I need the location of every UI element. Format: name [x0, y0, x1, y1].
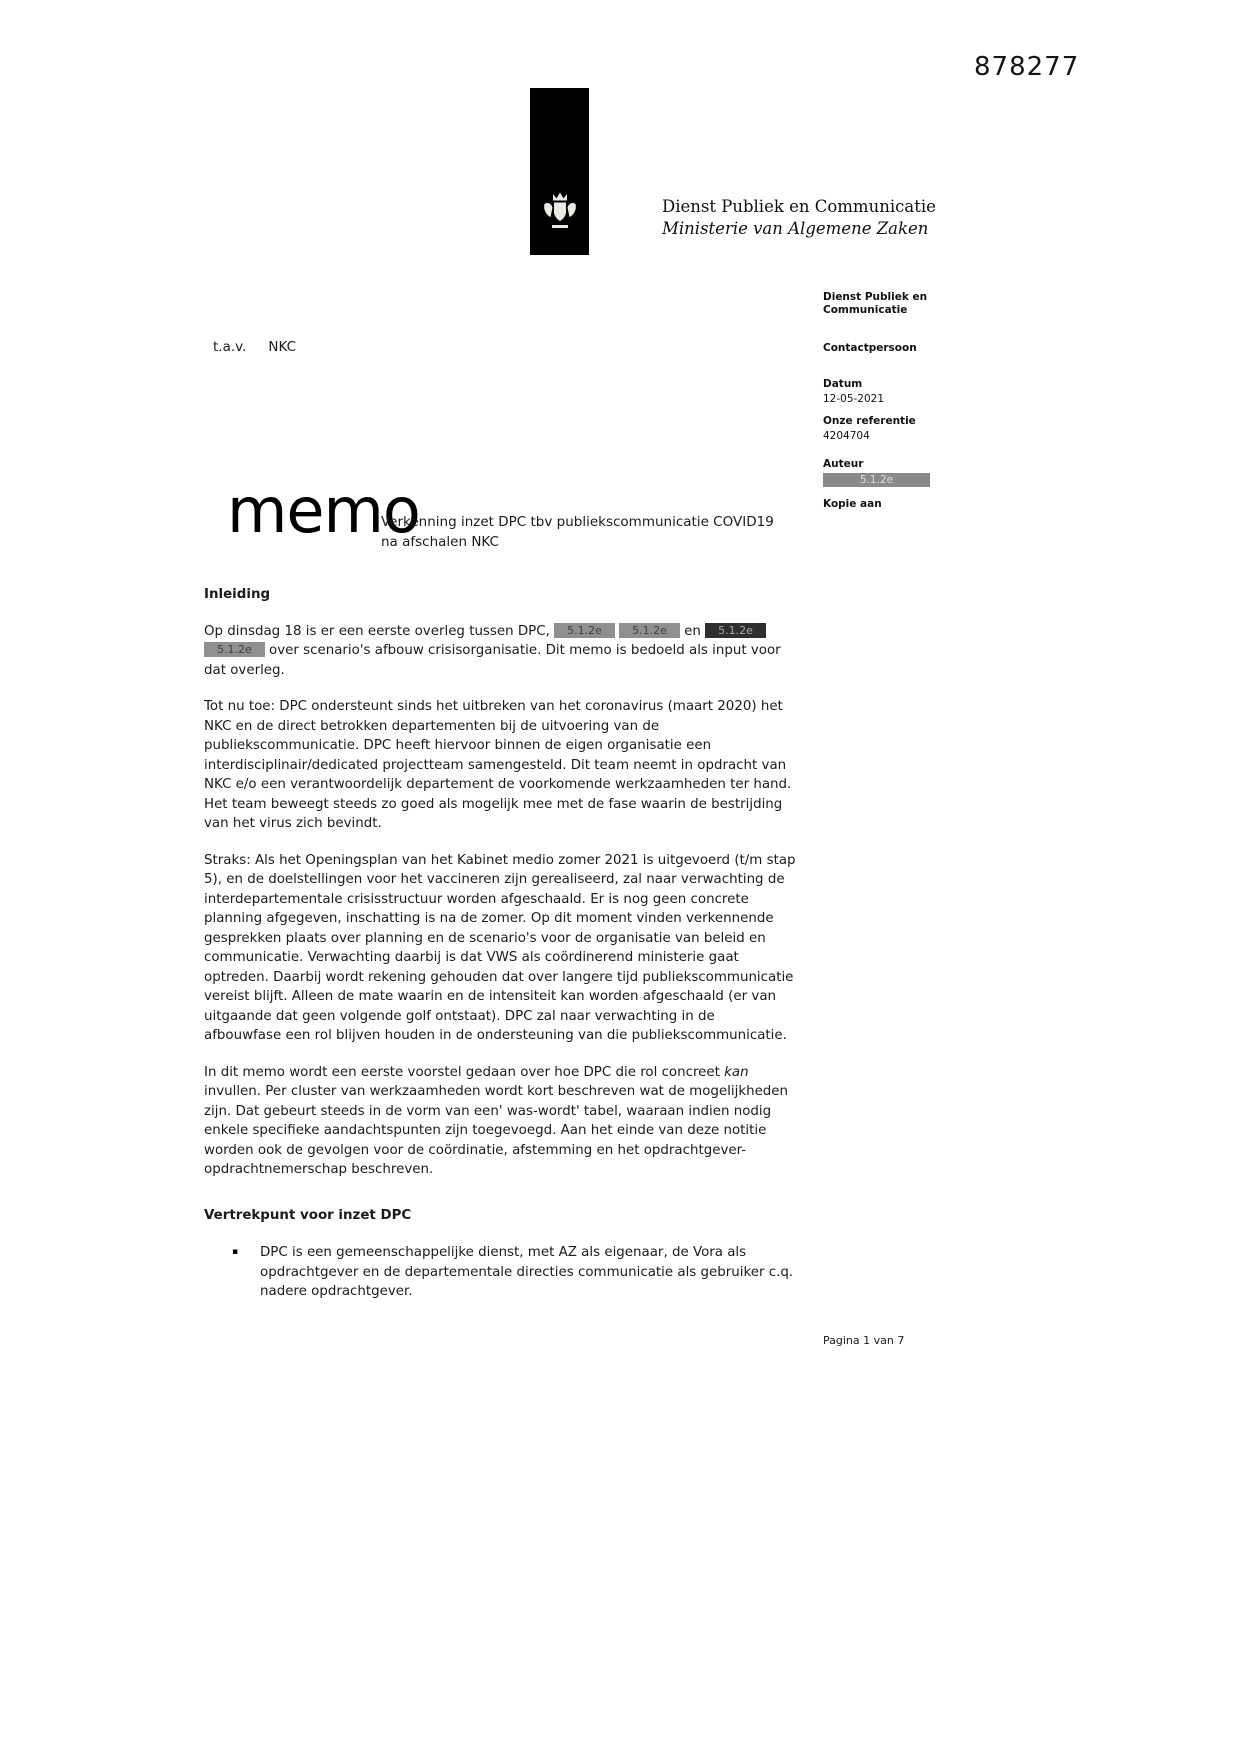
sidebar-reference-value: 4204704 [823, 430, 870, 442]
sidebar-contact-label: Contactpersoon [823, 342, 917, 354]
memo-wordmark: memo [227, 474, 420, 547]
paragraph-voorstel [204, 1063, 796, 1180]
sidebar-date-label: Datum [823, 378, 863, 390]
letterhead [662, 196, 936, 240]
p4-italic-word: kan [724, 1064, 749, 1080]
rijksoverheid-logo [530, 88, 589, 255]
redaction-box: 5.1.2e [554, 623, 615, 638]
redaction-box: 5.1.2e [204, 642, 265, 657]
memo-subtitle-line2: na afschalen NKC [381, 534, 499, 550]
author-redaction-bar: 5.1.2e [823, 473, 930, 487]
bullet-item-text: DPC is een gemeenschappelijke dienst, met AZ als eigenaar, de Vora als opdrachtgever en de departementale directies communicatie als gebruiker c.q. nadere opdrachtgever. [260, 1245, 794, 1299]
recipient-value: NKC [268, 339, 297, 355]
bullet-square-icon: ▪ [232, 1247, 239, 1257]
redaction-box: 5.1.2e [619, 623, 680, 638]
rijksoverheid-emblem-icon [542, 189, 578, 235]
paragraph-tot-nu-toe: Tot nu toe: DPC ondersteunt sinds het uitbreken van het coronavirus (maart 2020) het NKC en de direct betrokken departementen bij de uitvoering van de publiekscommunicatie. DPC heeft hiervoor binnen de eigen organisatie een interdisciplinair/dedicated projectteam samengesteld. Dit team neemt in opdracht van NKC e/o een verantwoordelijk departement de voorkomende werkzaamheden ter hand. Het team beweegt steeds zo goed als mogelijk mee met de fase waarin de bestrijding van het virus zich bevindt. [204, 699, 792, 831]
p1-text-1: Op dinsdag 18 is er een eerste overleg tussen DPC, [204, 623, 555, 639]
sidebar-copy-label: Kopie aan [823, 498, 882, 510]
sidebar-org-line2: Communicatie [823, 304, 908, 316]
paragraph-straks: Straks: Als het Openingsplan van het Kabinet medio zomer 2021 is uitgevoerd (t/m stap 5), en de doelstellingen voor het vaccineren zijn gerealiseerd, zal naar verwachting de interdepartementale crisisstructuur worden afgeschaald. Er is nog geen concrete planning afgegeven, inschatting is na de zomer. Op dit moment vinden verkennende gesprekken plaats over planning en de scenario's voor de organisatie van beleid en communicatie. Verwachting daarbij is dat VWS als coördinerend ministerie gaat optreden. Daarbij wordt rekening gehouden dat over langere tijd publiekscommunicatie vereist blijft. Alleen de mate waarin en de intensiteit kan worden afgeschaald (er van uitgaande dat geen volgende golf ontstaat). DPC zal naar verwachting in de afbouwfase een rol blijven houden in de ondersteuning van die publiekscommunicatie. [204, 852, 796, 1043]
sidebar-reference-label: Onze referentie [823, 415, 916, 427]
paragraph-overleg [204, 622, 796, 681]
letterhead-org: Dienst Publiek en Communicatie [662, 197, 936, 216]
sidebar-author-label: Auteur [823, 458, 864, 470]
p4-text-b: invullen. Per cluster van werkzaamheden wordt kort beschreven wat de mogelijkheden zijn. Dat gebeurt steeds in de vorm van een' was-wordt' tabel, waaraan indien nodig enkele specifieke aandachtspunten zijn toegevoegd. Aan het einde van deze notitie worden ook de gevolgen voor de coördinatie, afstemming en het opdrachtgever-opdrachtnemerschap beschreven. [204, 1084, 789, 1177]
memo-subtitle-line1: Verkenning inzet DPC tbv publiekscommunicatie COVID19 [381, 514, 774, 530]
sidebar-date-value: 12-05-2021 [823, 393, 885, 405]
doc-number: 878277 [974, 52, 1080, 82]
p1-text-2: en [679, 623, 706, 639]
memo-body [204, 585, 796, 1302]
meta-sidebar [823, 291, 935, 511]
recipient-label: t.a.v. [213, 339, 247, 355]
memo-subtitle [381, 512, 774, 552]
p4-text-a: In dit memo wordt een eerste voorstel gedaan over hoe DPC die rol concreet [204, 1064, 725, 1080]
letterhead-ministry: Ministerie van Algemene Zaken [662, 219, 929, 238]
heading-vertrekpunt: Vertrekpunt voor inzet DPC [204, 1207, 412, 1223]
heading-inleiding: Inleiding [204, 587, 271, 602]
redaction-box-dark: 5.1.2e [705, 623, 766, 638]
page-number: Pagina 1 van 7 [823, 1334, 905, 1347]
recipient-line [213, 339, 296, 355]
p1-text-3: over scenario's afbouw crisisorganisatie. Dit memo is bedoeld als input voor dat overleg. [204, 643, 781, 678]
sidebar-org-line1: Dienst Publiek en [823, 291, 928, 303]
bullet-item [204, 1243, 796, 1302]
